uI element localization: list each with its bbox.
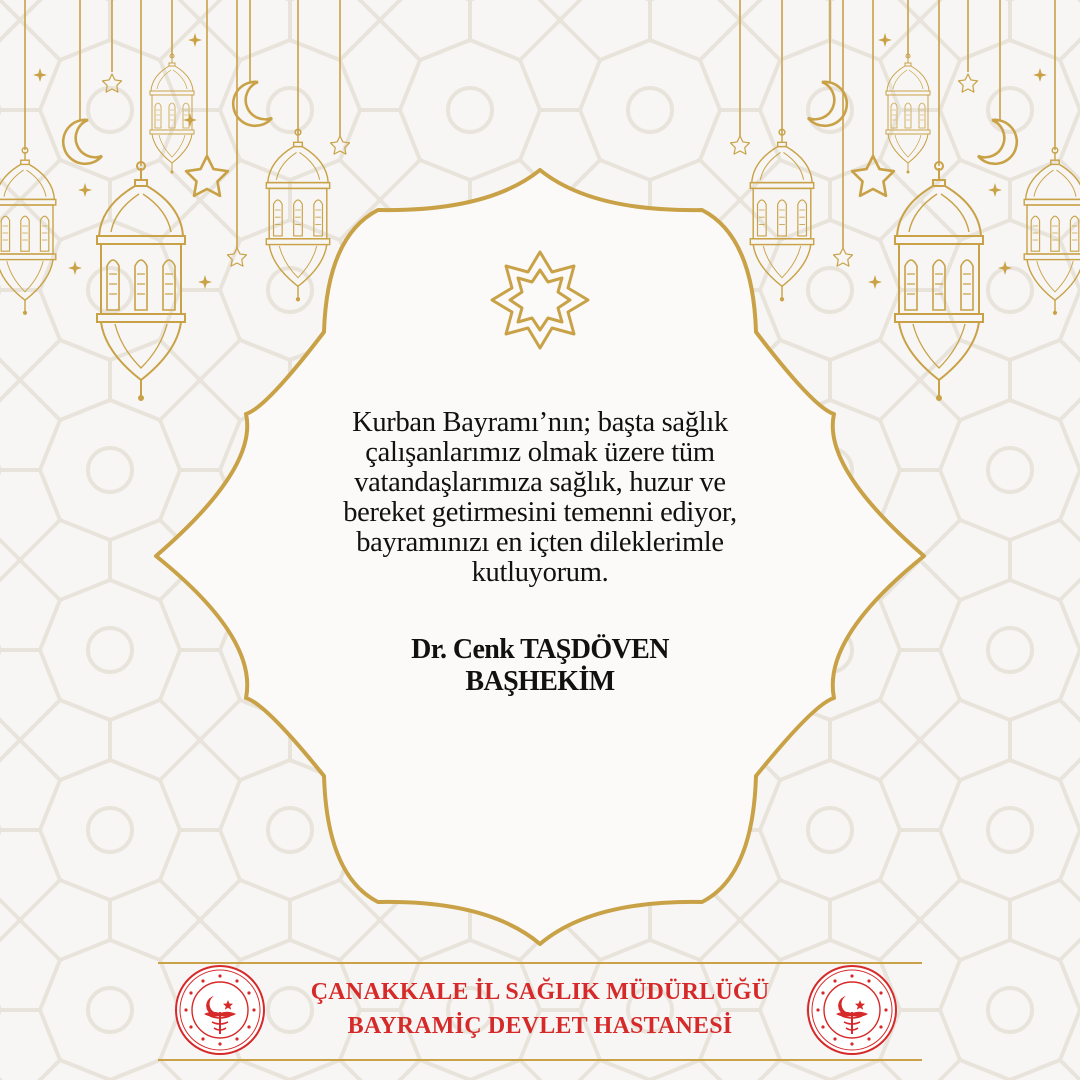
signatory-title: BAŞHEKİM	[465, 666, 615, 697]
greeting-message	[300, 408, 780, 588]
message-line: çalışanlarımız olmak üzere tüm	[365, 437, 715, 468]
institution-name	[270, 975, 810, 1043]
institution-line-1: ÇANAKKALE İL SAĞLIK MÜDÜRLÜĞÜ	[310, 979, 770, 1005]
ministry-seal-icon	[176, 966, 264, 1054]
message-line: Kurban Bayramı’nın; başta sağlık	[352, 407, 728, 438]
message-line: bereket getirmesini temenni ediyor,	[343, 497, 737, 528]
message-line: bayramınızı en içten dileklerimle	[356, 527, 724, 558]
message-line: kutluyorum.	[471, 557, 609, 588]
message-line: vatandaşlarımıza sağlık, huzur ve	[354, 467, 726, 498]
institution-line-2: BAYRAMİÇ DEVLET HASTANESİ	[347, 1013, 733, 1039]
signature-block	[300, 634, 780, 698]
ministry-seal-icon	[808, 966, 896, 1054]
signatory-name: Dr. Cenk TAŞDÖVEN	[411, 634, 669, 665]
